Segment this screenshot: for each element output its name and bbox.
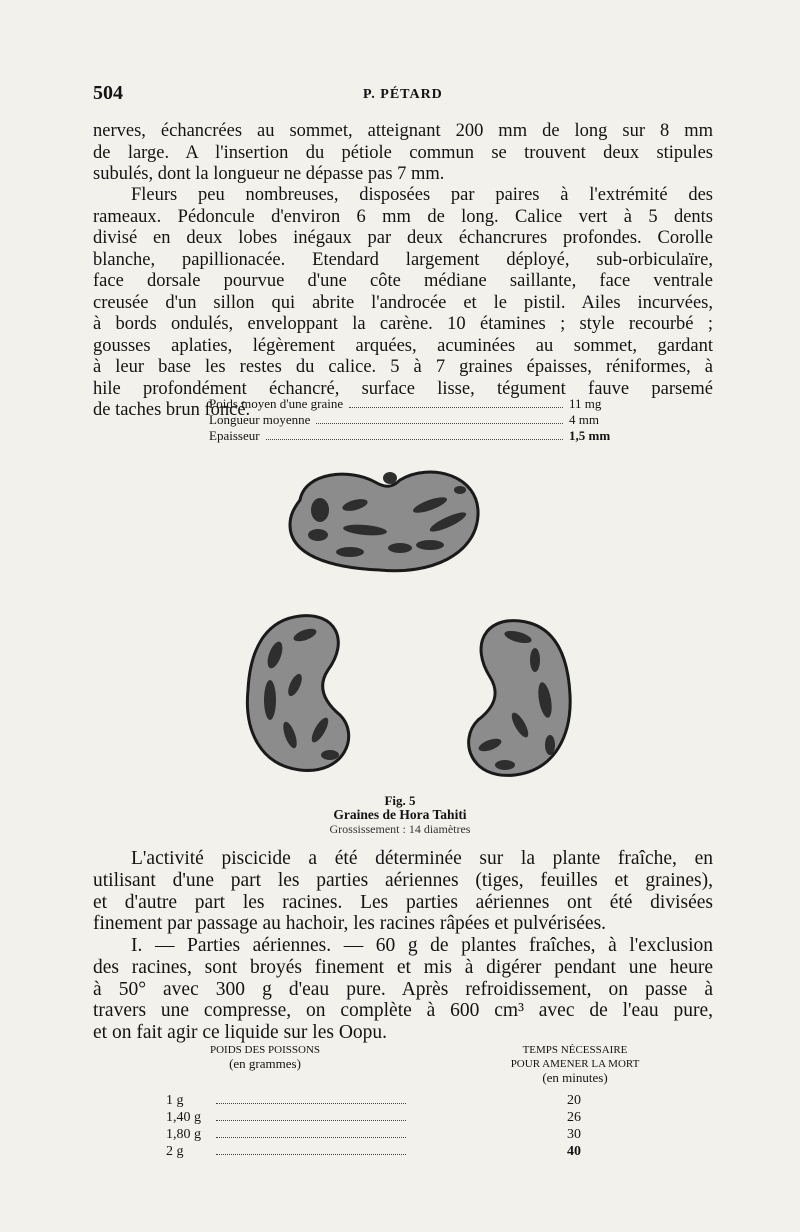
text-line: divisé en deux lobes inégaux par deux échancrures profondes. Corolle [93, 228, 713, 248]
seed-left-illustration [240, 610, 370, 780]
paragraph-1 [93, 121, 713, 186]
dot-leader [266, 439, 563, 440]
table-row [166, 1127, 596, 1143]
text-line: gousses aplaties, légèrement arquées, acuminées au sommet, gardant [93, 335, 713, 356]
column-header: TEMPS NÉCESSAIRE [522, 1044, 628, 1056]
table-row [166, 1110, 596, 1126]
seed-figure [240, 455, 580, 785]
text-line: travers une compresse, on complète à 600 cm³ avec de l'eau pure, [93, 1000, 713, 1022]
fish-weight: 1,80 g [166, 1127, 201, 1142]
column-subheader: (en minutes) [542, 1070, 608, 1085]
figure-caption [250, 794, 550, 836]
text-line: de taches brun foncé. [93, 400, 251, 420]
text-line: des racines, sont broyés finement et mis à digérer pendant une heure [93, 956, 713, 978]
text-line: Fleurs peu nombreuses, disposées par paires à l'extrémité des [131, 185, 713, 205]
text-line: à 50° avec 300 g d'eau pure. Après refroidissement, on passe à [93, 978, 713, 1000]
dot-leader [349, 407, 563, 408]
table-header-time [480, 1043, 670, 1085]
seed-stats [209, 396, 629, 444]
fish-weight: 1 g [166, 1093, 184, 1108]
fish-weight: 1,40 g [166, 1110, 201, 1125]
text-line: finement par passage au hachoir, les racines râpées et pulvérisées. [93, 913, 607, 935]
running-head: P. PÉTARD [363, 87, 443, 102]
page-header [93, 82, 713, 112]
column-header: POIDS DES POISSONS [209, 1044, 321, 1056]
stat-row [209, 428, 629, 444]
figure-label: Fig. 5 [384, 793, 416, 808]
stat-value: 4 mm [569, 412, 599, 427]
seed-top-illustration [280, 460, 490, 580]
paragraph-4 [93, 935, 713, 1044]
text-line: nerves, échancrées au sommet, atteignant 200 mm de long sur 8 mm [93, 121, 713, 141]
text-line: de large. A l'insertion du pétiole commun se trouvent deux stipules [93, 142, 713, 163]
stat-row [209, 412, 629, 428]
death-time: 30 [567, 1127, 581, 1142]
dot-leader [216, 1120, 406, 1121]
death-time: 20 [567, 1093, 581, 1108]
text-line: creusée d'un sillon qui abrite l'androcée et le pistil. Ailes incurvées, [93, 292, 713, 313]
dot-leader [216, 1137, 406, 1138]
text-line: blanche, papillionacée. Etendard largement déployé, sub-orbiculaïre, [93, 249, 713, 270]
figure-title: Graines de Hora Tahiti [333, 807, 467, 822]
table-header-weight [190, 1043, 340, 1071]
paragraph-2 [93, 185, 713, 422]
figure-note: Grossissement : 14 diamètres [329, 822, 471, 836]
death-time: 26 [567, 1110, 581, 1125]
text-line: hile profondément échancré, surface lisse, tégument fauve parsemé [93, 378, 713, 399]
stat-value: 11 mg [569, 396, 602, 411]
text-line: face dorsale pourvue d'une côte médiane saillante, face ventrale [93, 271, 713, 291]
table-row [166, 1144, 596, 1160]
text-line: à leur base les restes du calice. 5 à 7 graines épaisses, réniformes, à [93, 357, 713, 377]
text-line: L'activité piscicide a été déterminée sur la plante fraîche, en [131, 848, 713, 869]
dot-leader [316, 423, 563, 424]
text-line: rameaux. Pédoncule d'environ 6 mm de long. Calice vert à 5 dents [93, 206, 713, 227]
stat-row [209, 396, 629, 412]
dot-leader [216, 1154, 406, 1155]
stat-label: Epaisseur [209, 428, 260, 443]
fish-weight: 2 g [166, 1144, 184, 1159]
column-header: POUR AMENER LA MORT [510, 1058, 640, 1070]
text-line: subulés, dont la longueur ne dépasse pas 7 mm. [93, 164, 445, 184]
text-line: utilisant d'une part les parties aériennes (tiges, feuilles et graines), [93, 869, 713, 891]
dot-leader [216, 1103, 406, 1104]
text-line: et d'autre part les racines. Les parties aériennes ont été divisées [93, 891, 713, 913]
stat-label: Longueur moyenne [209, 412, 311, 427]
page-number: 504 [93, 82, 123, 104]
seed-right-illustration [450, 615, 580, 785]
stat-value: 1,5 mm [569, 428, 611, 443]
table-row [166, 1093, 596, 1109]
death-time: 40 [567, 1144, 581, 1159]
paragraph-3 [93, 848, 713, 935]
stat-label: Poids moyen d'une graine [209, 396, 344, 411]
text-line: I. — Parties aériennes. — 60 g de plantes fraîches, à l'exclusion [131, 935, 713, 956]
text-line: à bords ondulés, enveloppant la carène. 10 étamines ; style recourbé ; [93, 314, 713, 334]
text-line: et on fait agir ce liquide sur les Oopu. [93, 1022, 388, 1044]
column-subheader: (en grammes) [229, 1056, 301, 1071]
